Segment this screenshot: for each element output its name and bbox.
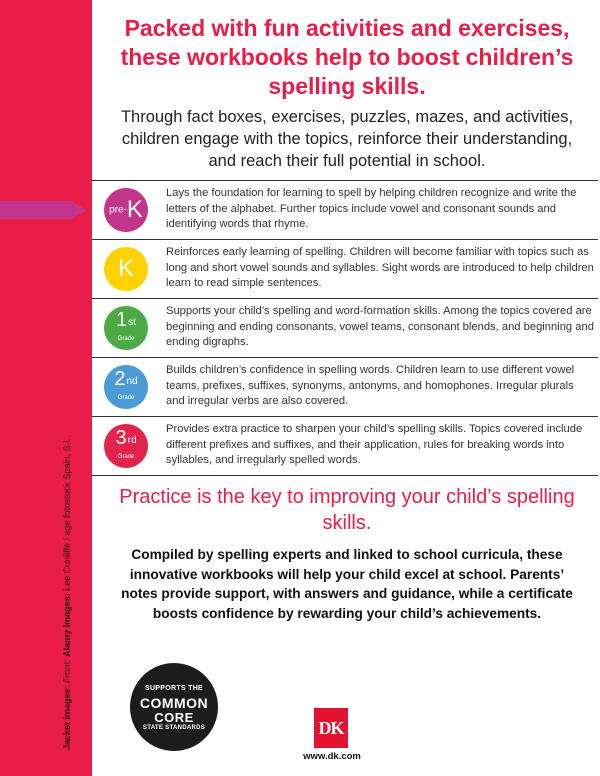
publisher-url[interactable]: www.dk.com xyxy=(303,751,361,762)
second-grade-badge-icon: 2nd Grade xyxy=(104,365,148,409)
closing-paragraph: Compiled by spelling experts and linked to school curricula, these innovative workbooks will help your child excel at school. Parents’ notes provide support, with answers and guidance, while a certificate boosts confidence by rewarding your child’s achievements. xyxy=(121,547,573,621)
grade-row-1st xyxy=(92,298,598,357)
grade-description: Builds children’s confidence in spelling words. Children learn to use different vowel teams, prefixes, suffixes, synonyms, antonyms, and homophones. Irregular plurals and irregular verbs are also covered. xyxy=(166,364,575,407)
grade-row-3rd xyxy=(92,416,598,476)
grade-description: Supports your child’s spelling and word-formation skills. Among the topics covered are beginning and ending consonants, vowel teams, consonant blends, and beginning and ending digraphs. xyxy=(166,305,594,348)
grade-description: Lays the foundation for learning to spell by helping children recognize and write the letters of the alphabet. Further topics include vowel and consonant sounds and identifying words that rhyme. xyxy=(166,187,577,230)
dk-logo-icon: DK xyxy=(314,708,348,748)
grade-row-k xyxy=(92,239,598,298)
common-core-seal-icon: SUPPORTS THE COMMON CORE STATE STANDARDS xyxy=(130,663,218,751)
image-credit: Jacket images: Front: Alamy Images: Lee Cunliffe / age fotostock Spain, S.L. xyxy=(62,435,72,750)
grade-description: Reinforces early learning of spelling. Children will become familiar with topics such as long and short vowel sounds and syllables. Sight words are introduced to help children learn to read simple sentences. xyxy=(166,246,594,289)
pointer-arrow-icon xyxy=(0,197,86,223)
intro-paragraph: Through fact boxes, exercises, puzzles, mazes, and activities, children engage with the topics, reinforce their understanding, and reach their full potential in school. xyxy=(120,108,574,170)
prek-badge-icon: pre-K xyxy=(104,188,148,232)
first-grade-badge-icon: 1st Grade xyxy=(104,306,148,350)
grade-description: Provides extra practice to sharpen your child’s spelling skills. Topics covered include different prefixes and suffixes, and their application, rules for breaking words into syllables, and irregularly spelled words. xyxy=(166,423,583,466)
third-grade-badge-icon: 3rd Grade xyxy=(104,424,148,468)
grade-list xyxy=(92,180,598,476)
grade-row-2nd xyxy=(92,357,598,416)
k-badge-icon: K xyxy=(104,247,148,291)
red-sidebar xyxy=(0,0,92,776)
practice-tagline: Practice is the key to improving your child’s spelling skills. xyxy=(119,486,575,534)
grade-row-prek xyxy=(92,180,598,239)
headline: Packed with fun activities and exercises, these workbooks help to boost children’s spelling skills. xyxy=(120,15,574,99)
